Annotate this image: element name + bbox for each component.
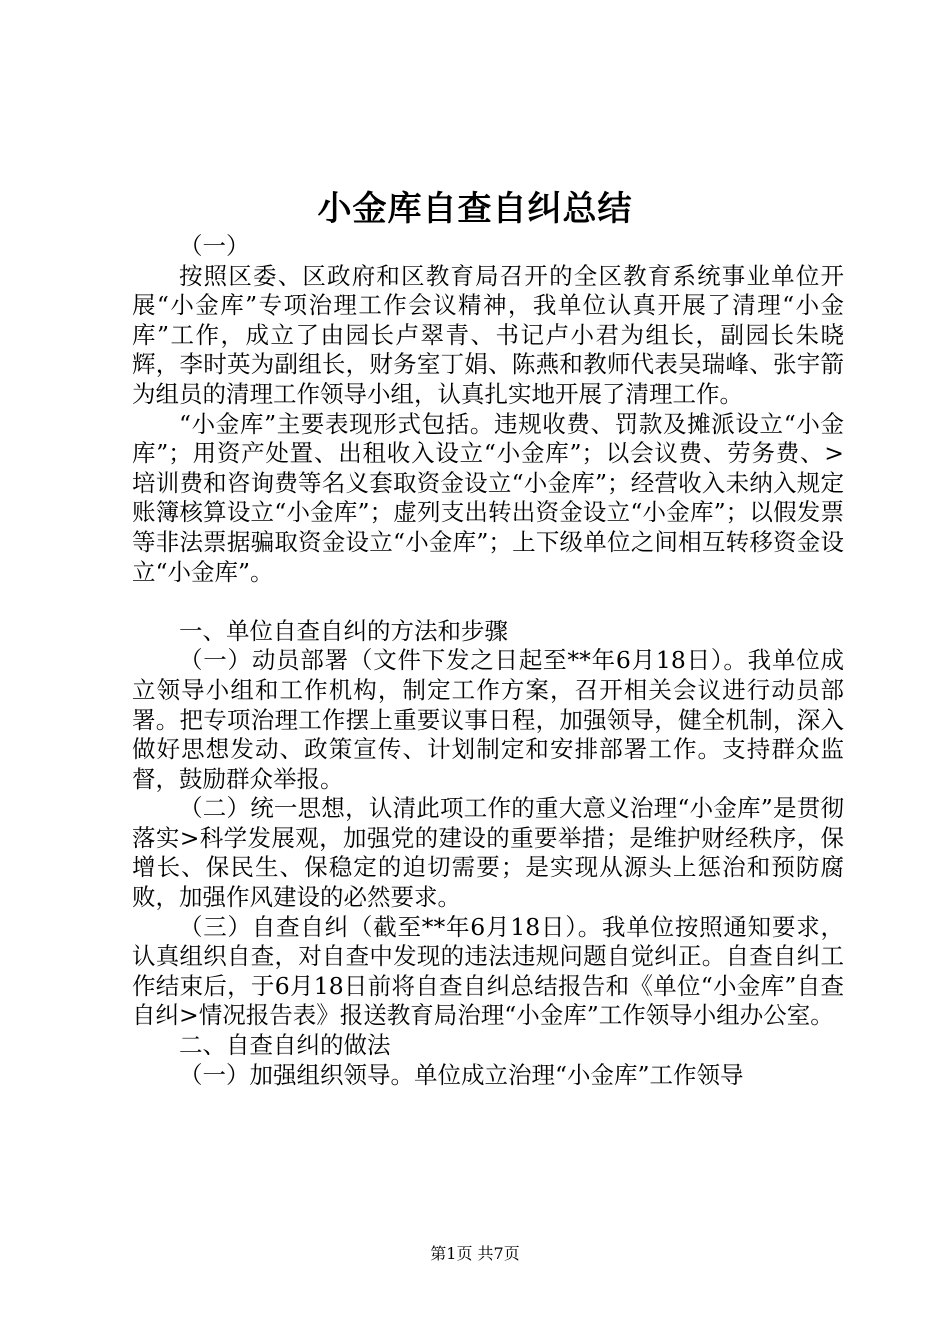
document-title: 小金库自查自纠总结 (317, 189, 633, 229)
paragraph-forms: “小金库”主要表现形式包括。违规收费、罚款及摊派设立“小金库”；用资产处置、出租收入设立“小金库”；以会议费、劳务费、>培训费和咨询费等名义套取资金设立“小金库”；经营收入未纳入规定账簿核算设立“小金库”；虚列支出转出资金设立“小金库”；以假发票等非法票据骗取资金设立“小金库”；上下级单位之间相互转移资金设立“小金库”。 (132, 409, 844, 586)
paragraph-leadership: （一）加强组织领导。单位成立治理“小金库”工作领导 (179, 1060, 744, 1089)
heading-practices: 二、自查自纠的做法 (179, 1031, 391, 1060)
page-number-footer: 第1页 共7页 (430, 1244, 520, 1263)
paragraph-self-check: （三）自查自纠（截至**年6月18日）。我单位按照通知要求，认真组织自查，对自查中发现的违法违规问题自觉纠正。自查自纠工作结束后，于6月18日前将自查自纠总结报告和《单位“小金库”自查自纠>情况报告表》报送教育局治理“小金库”工作领导小组办公室。 (132, 912, 844, 1030)
document-body (132, 232, 844, 1090)
paragraph-section-marker: （一） (179, 232, 250, 260)
paragraph-intro: 按照区委、区政府和区教育局召开的全区教育系统事业单位开展“小金库”专项治理工作会议精神，我单位认真开展了清理“小金库”工作，成立了由园长卢翠青、书记卢小君为组长，副园长朱晓辉，李时英为副组长，财务室丁娟、陈燕和教师代表吴瑞峰、张宇箭为组员的清理工作领导小组，认真扎实地开展了清理工作。 (132, 261, 844, 408)
heading-methods-steps: 一、单位自查自纠的方法和步骤 (179, 616, 508, 645)
paragraph-mobilization: （一）动员部署（文件下发之日起至**年6月18日）。我单位成立领导小组和工作机构，制定工作方案，召开相关会议进行动员部署。把专项治理工作摆上重要议事日程，加强领导，健全机制，深入做好思想发动、政策宣传、计划制定和安排部署工作。支持群众监督，鼓励群众举报。 (132, 646, 844, 793)
paragraph-unify-thinking: （二）统一思想，认清此项工作的重大意义治理“小金库”是贯彻落实>科学发展观，加强党的建设的重要举措；是维护财经秩序，保增长、保民生、保稳定的迫切需要；是实现从源头上惩治和预防腐败，加强作风建设的必然要求。 (132, 794, 844, 912)
